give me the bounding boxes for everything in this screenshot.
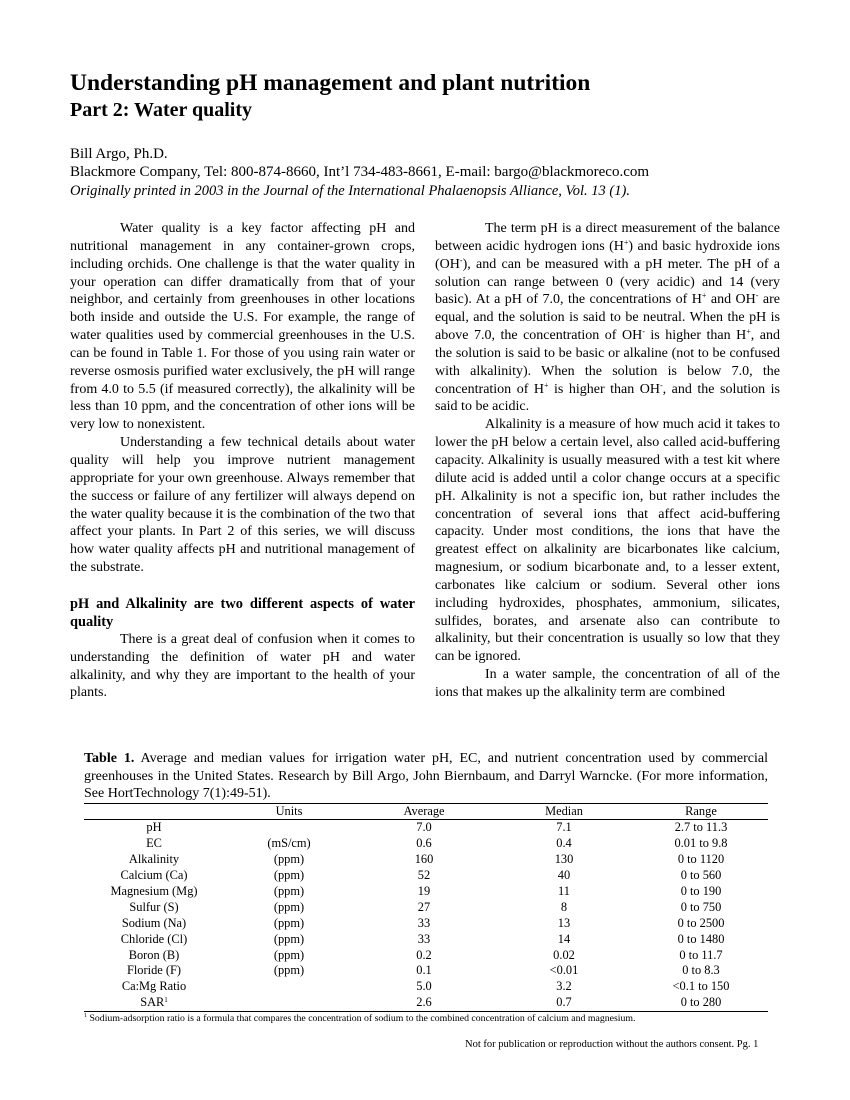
table-cell: 14: [557, 931, 571, 946]
table-header: Median: [545, 804, 583, 818]
water-quality-table: [84, 803, 768, 1012]
section-heading: pH and Alkalinity are two different aspects of water quality: [70, 595, 415, 630]
left-column: [70, 220, 415, 702]
table-cell: 19: [417, 884, 431, 898]
body-paragraph: The term pH is a direct measurement of the balance between acidic hydrogen ions (H+) and basic hydroxide ions (OH-), and can be measured with a pH meter. The pH of a solution can range between 0 (very acidic) and 14 (very basic). At a pH of 7.0, the concentrations of H+ and OH- are equal, and the solution is said to be neutral. When the pH is above 7.0, the concentration of OH- is higher than H+, and the solution is said to be basic or alkaline (not to be confused with alkalinity). When the solution is below 7.0, the concentration of H+ is higher than OH-, and the solution is said to be acidic.: [435, 221, 780, 415]
body-paragraph: Understanding a few technical details about water quality will help you improve nutrient management appropriate for your own greenhouse. Always remember that the success or failure of any fertilizer will always depend on the water quality because it is the combination of the two that affect your plants. In Part 2 of this series, we will discuss how water quality affects pH and nutritional management of the substrate.: [70, 435, 415, 576]
table-row: [84, 963, 768, 979]
table-cell: 2.6: [416, 995, 432, 1010]
table-row: [84, 884, 768, 900]
table-cell: 52: [417, 868, 431, 883]
table-cell: 0.6: [416, 836, 432, 851]
table-cell: [224, 820, 354, 836]
table-cell: 5.0: [416, 979, 432, 994]
table-row: [84, 836, 768, 852]
table-cell: (ppm): [273, 899, 305, 914]
body-paragraph: There is a great deal of confusion when it comes to understanding the definition of water pH and water alkalinity, and why they are important to the health of your plants.: [70, 631, 415, 701]
table-cell: 0.1: [416, 963, 432, 978]
table-caption: Table 1. Average and median values for irrigation water pH, EC, and nutrient concentration used by commercial greenhouses in the United States. Research by Bill Argo, John Biernbaum, and Darryl Warncke. (For more information, See HortTechnology 7(1):49-51).: [84, 751, 768, 801]
table-header: Units: [275, 804, 303, 818]
table-cell: 0 to 560: [680, 868, 722, 883]
article-title: Understanding pH management and plant nutrition: [70, 70, 591, 96]
right-column: [435, 220, 780, 702]
table-cell: pH: [146, 820, 162, 835]
table-cell: 0.01 to 9.8: [674, 836, 728, 851]
author-contact: Blackmore Company, Tel: 800-874-8660, Int’l 734-483-8661, E-mail: bargo@blackmoreco.com: [70, 164, 650, 180]
table-cell: 7.1: [556, 820, 572, 835]
table-cell: 0 to 750: [680, 899, 722, 914]
table-cell: 2.7 to 11.3: [674, 820, 728, 835]
table-row-sar: [84, 995, 768, 1011]
table-cell: Boron (B): [128, 947, 180, 962]
table-row: [84, 947, 768, 963]
table-cell: 130: [554, 852, 574, 867]
table-row: [84, 852, 768, 868]
table-cell: (ppm): [273, 868, 305, 883]
table-cell: Calcium (Ca): [120, 868, 188, 883]
table-cell: 160: [414, 852, 434, 867]
page-footer: Not for publication or reproduction without the authors consent. Pg. 1: [465, 1039, 759, 1050]
table-cell: 0.7: [556, 995, 572, 1010]
table-cell: Alkalinity: [128, 852, 180, 867]
table-row: [84, 899, 768, 915]
table-cell: 40: [557, 868, 571, 883]
table-label: Table 1.: [84, 751, 135, 766]
table-cell: 3.2: [556, 979, 572, 994]
table-cell: 8: [560, 899, 568, 914]
table-cell: 33: [417, 915, 431, 930]
table-header-row: [84, 804, 768, 820]
table-cell: 33: [417, 931, 431, 946]
table-cell: (ppm): [273, 947, 305, 962]
table-footnote: $^1$ Sodium-adsorption ratio is a formula that compares the concentration of sodium to the combined concentration of calcium and magnesium.: [84, 1013, 636, 1024]
table-cell: Sodium (Na): [121, 915, 187, 930]
table-cell: 13: [557, 915, 571, 930]
body-paragraph: In a water sample, the concentration of all of the ions that makes up the alkalinity term are combined: [435, 667, 780, 700]
table-row: [84, 820, 768, 836]
table-cell: EC: [146, 836, 162, 851]
table-header: Range: [685, 804, 717, 818]
table-cell: 0.02: [553, 947, 575, 962]
table-header: [84, 804, 224, 820]
table-cell: <0.01: [549, 963, 579, 978]
table-row: [84, 931, 768, 947]
table-row: [84, 915, 768, 931]
table-cell: 0 to 11.7: [679, 947, 723, 962]
table-cell: 0 to 280: [680, 995, 722, 1010]
table-cell: (ppm): [273, 852, 305, 867]
table-cell: 11: [558, 884, 570, 898]
table-cell: 0.2: [416, 947, 432, 962]
table-cell: Floride (F): [126, 963, 182, 978]
table-cell: 0 to 190: [680, 884, 722, 898]
table-cell: 0 to 2500: [677, 915, 725, 930]
table-cell: <0.1 to 150: [672, 979, 730, 994]
table-cell: 0 to 8.3: [682, 963, 720, 978]
table-header: Average: [403, 804, 445, 818]
table-cell: Ca:Mg Ratio: [121, 979, 187, 994]
table-row: [84, 868, 768, 884]
source-note: Originally printed in 2003 in the Journal of the International Phalaenopsis Alliance, Vol. 13 (1).: [70, 183, 630, 199]
author-name: Bill Argo, Ph.D.: [70, 146, 168, 162]
table-cell: Chloride (Cl): [120, 931, 188, 946]
table-cell: SAR$^1$: [140, 995, 168, 1010]
table-cell: [224, 995, 354, 1011]
table-cell: [224, 979, 354, 995]
article-subtitle: Part 2: Water quality: [70, 99, 253, 121]
body-paragraph: Water quality is a key factor affecting pH and nutritional management in any container-grown crops, including orchids. One challenge is that the water quality in your operation can differ dramatically from that of your neighbor, and certainly from greenhouses in other locations both inside and outside the U.S. For example, the range of water qualities used by commercial greenhouses in the U.S. can be found in Table 1. For those of you using rain water or reverse osmosis purified water exclusively, the pH will range from 4.0 to 5.5 (if measured correctly), the alkalinity will be less than 10 ppm, and the concentration of other ions will be very low to nonexistent.: [70, 221, 415, 433]
table-cell: (ppm): [273, 963, 305, 978]
table-cell: (ppm): [273, 915, 305, 930]
table-cell: (mS/cm): [267, 836, 311, 851]
table-row: [84, 979, 768, 995]
table-cell: Magnesium (Mg): [110, 884, 198, 898]
table-cell: 0 to 1480: [677, 931, 725, 946]
table-cell: 0 to 1120: [677, 852, 725, 867]
table-cell: 0.4: [556, 836, 572, 851]
table-cell: 27: [417, 899, 431, 914]
table-cell: (ppm): [273, 931, 305, 946]
table-cell: 7.0: [416, 820, 432, 835]
table-cell: Sulfur (S): [129, 899, 179, 914]
table-cell: (ppm): [273, 884, 305, 898]
body-paragraph: Alkalinity is a measure of how much acid it takes to lower the pH below a certain level, also called acid-buffering capacity. Alkalinity is usually measured with a test kit where dilute acid is added until a color change occurs at a specific pH. Alkalinity is not a specific ion, but rather includes the concentration of several ions that affect acid-buffering capacity. Under most conditions, the ions that have the greatest effect on alkalinity are bicarbonates like calcium, magnesium, or sodium bicarbonate and, to a lesser extent, carbonates like calcium or sodium. Several other ions including hydroxides, phosphates, ammonium, silicates, sulfides, borates, and arsenate also can contribute to alkalinity, but their concentration is usually so low that they can be ignored.: [435, 417, 780, 665]
